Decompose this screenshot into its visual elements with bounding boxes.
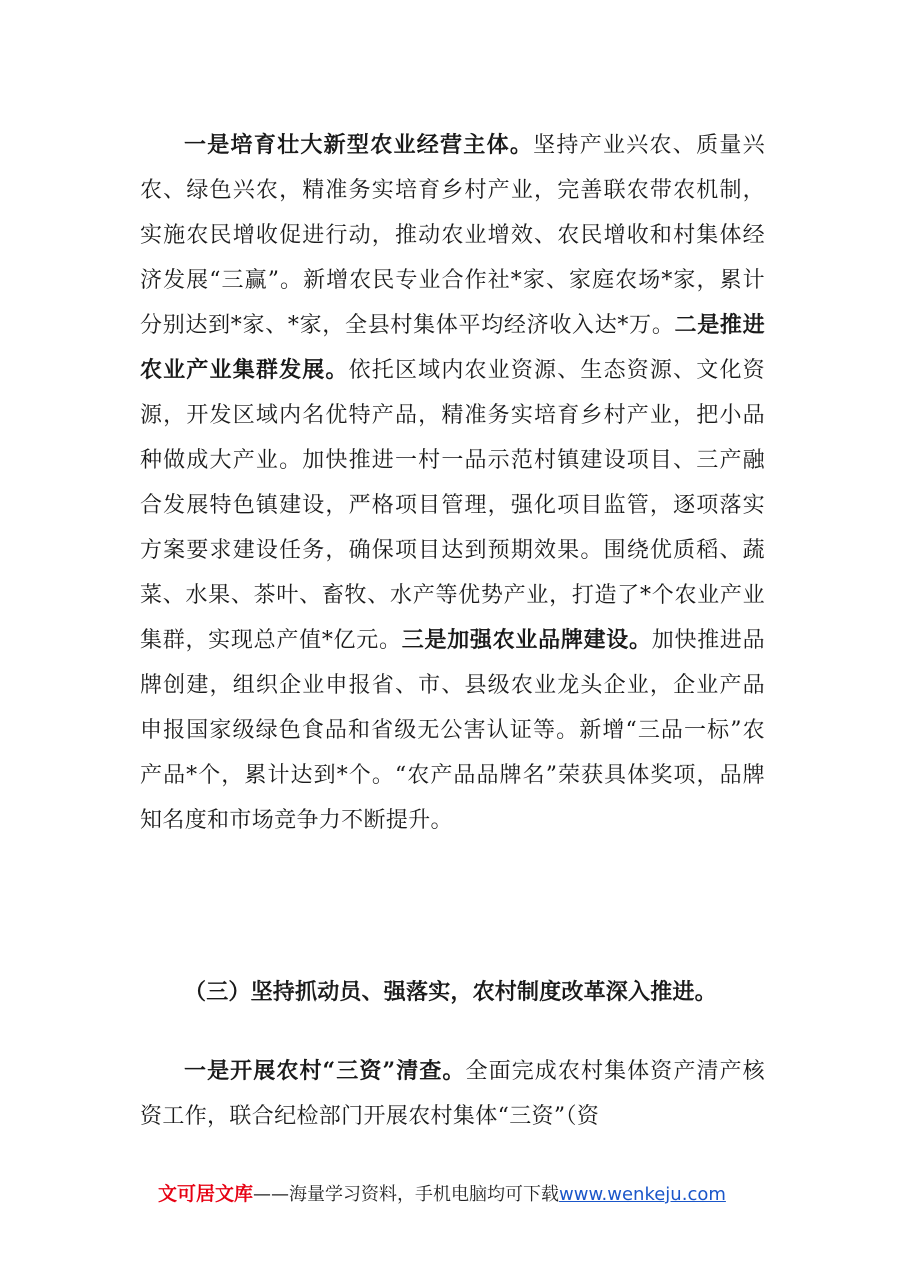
lead-phrase-2: 二是推进农业产业集群发展。 <box>140 312 765 383</box>
footer-brand: 文可居文库 <box>158 1183 254 1205</box>
section-heading: （三）坚持抓动员、强落实，农村制度改革深入推进。 <box>184 979 717 1005</box>
paragraph-text-2: 依托区域内农业资源、生态资源、文化资源，开发区域内名优特产品，精准务实培育乡村产业，把小品种做成大产业。加快推进一村一品示范村镇建设项目、三产融合发展特色镇建设，严格项目管理，强化项目监管，逐项落实方案要求建设任务，确保项目达到预期效果。围绕优质稻、蔬菜、水果、茶叶、畜牧、水产等优势产业，打造了*个农业产业集群，实现总产值*亿元。 <box>140 358 765 653</box>
footer-tagline: ——海量学习资料，手机电脑均可下载 <box>253 1184 560 1205</box>
footer-link[interactable]: www.wenkeju.com <box>559 1184 726 1205</box>
lead-phrase-3: 三是加强农业品牌建设。 <box>401 627 652 653</box>
lead-phrase-4: 一是开展农村“三资”清查。 <box>184 1058 466 1084</box>
paragraph-rural-assets <box>140 1049 765 1139</box>
paragraph-agriculture-entities <box>140 123 765 843</box>
page-footer <box>158 1181 726 1208</box>
paragraph-text-4: 全面完成农村集体资产清产核资工作，联合纪检部门开展农村集体“三资”（资 <box>140 1059 765 1129</box>
paragraph-text-1: 坚持产业兴农、质量兴农、绿色兴农，精准务实培育乡村产业，完善联农带农机制，实施农民增收促进行动，推动农业增效、农民增收和村集体经济发展“三赢”。新增农民专业合作社*家、家庭农场*家，累计分别达到*家、*家，全县村集体平均经济收入达*万。 <box>140 133 765 338</box>
paragraph-text-3: 加快推进品牌创建，组织企业申报省、市、县级农业龙头企业，企业产品申报国家级绿色食品和省级无公害认证等。新增“三品一标”农产品*个，累计达到*个。“农产品品牌名”荣获具体奖项，品牌知名度和市场竞争力不断提升。 <box>140 628 765 833</box>
lead-phrase-1: 一是培育壮大新型农业经营主体。 <box>184 132 534 158</box>
